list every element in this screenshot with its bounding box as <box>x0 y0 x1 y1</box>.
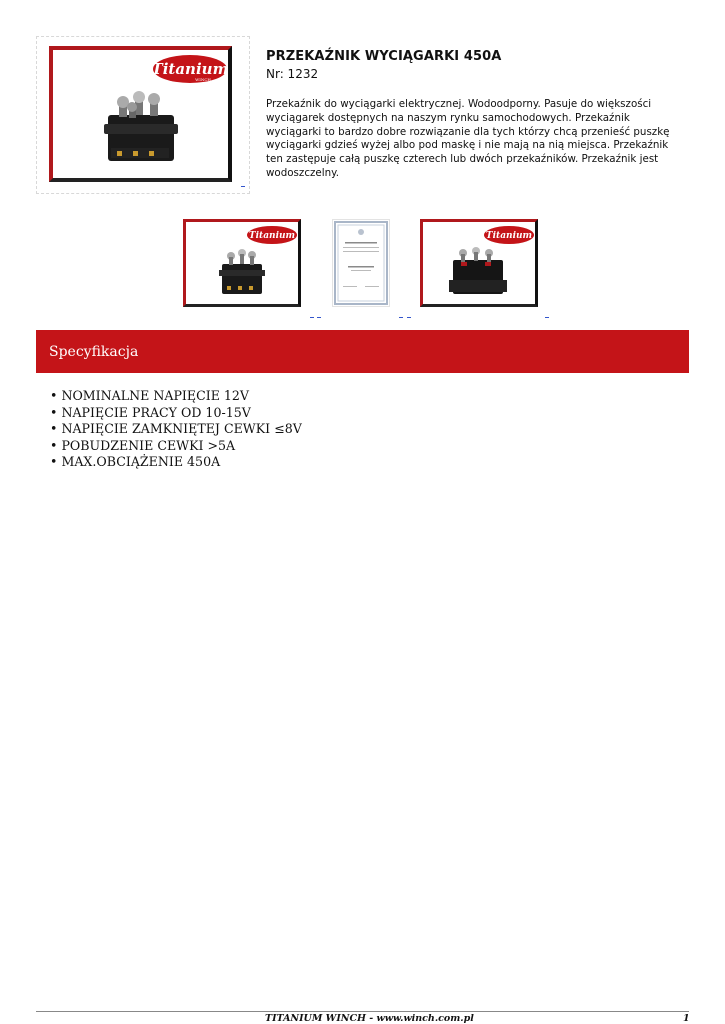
product-number: Nr: 1232 <box>266 67 319 81</box>
spec-list <box>50 388 302 471</box>
relay-photo-icon <box>53 50 228 178</box>
spec-heading: Specyfikacja <box>49 344 139 360</box>
thumbnail-link[interactable] <box>310 316 314 318</box>
logo-text: Titanium <box>248 231 296 241</box>
spec-item: • MAX.OBCIĄŻENIE 450A <box>50 454 221 469</box>
product-description: Przekaźnik do wyciągarki elektrycznej. Wodoodporny. Pasuje do większości wyciągarek dostępnych na naszym rynku samochodowych. Przekaźnik wyciągarki to bardzo dobre rozwiązanie dla tych którzy chcą przenieść puszkę wyciągarki gdzieś wyżej albo pod maskę i nie mają na nią miejsca. Przekaźnik ten zastępuje całą puszkę czterech lub dwóch przekaźników. Przekaźnik jest wodoszczelny. <box>266 98 670 179</box>
footer-divider <box>36 1011 689 1012</box>
thumbnail-link[interactable] <box>317 316 321 318</box>
logo-text: Titanium <box>485 231 533 241</box>
page-number: 1 <box>683 1013 690 1024</box>
spec-item: • NAPIĘCIE ZAMKNIĘTEJ CEWKI ≤8V <box>50 421 302 436</box>
logo-subtext: WINCH <box>195 77 211 82</box>
relay-photo-side-icon <box>423 222 535 304</box>
spec-heading-bar <box>36 330 689 373</box>
relay-photo-icon <box>186 222 298 304</box>
certificate-document-icon <box>333 220 389 306</box>
product-title: PRZEKAŹNIK WYCIĄGARKI 450A <box>266 49 502 64</box>
main-image-link[interactable] <box>241 185 245 187</box>
logo-text: Titanium <box>151 60 228 78</box>
spec-item: • NOMINALNE NAPIĘCIE 12V <box>50 388 250 403</box>
main-product-image[interactable] <box>49 46 232 182</box>
footer-text: TITANIUM WINCH - www.winch.com.pl <box>265 1013 474 1024</box>
thumbnail-relay-front[interactable] <box>183 219 301 307</box>
thumbnail-relay-side[interactable] <box>420 219 538 307</box>
thumbnail-link[interactable] <box>399 316 403 318</box>
thumbnail-link[interactable] <box>407 316 411 318</box>
thumbnail-link[interactable] <box>545 316 549 318</box>
spec-item: • NAPIĘCIE PRACY OD 10-15V <box>50 404 251 420</box>
thumbnail-certificate[interactable] <box>332 219 390 307</box>
spec-item: • POBUDZENIE CEWKI >5A <box>50 437 236 453</box>
